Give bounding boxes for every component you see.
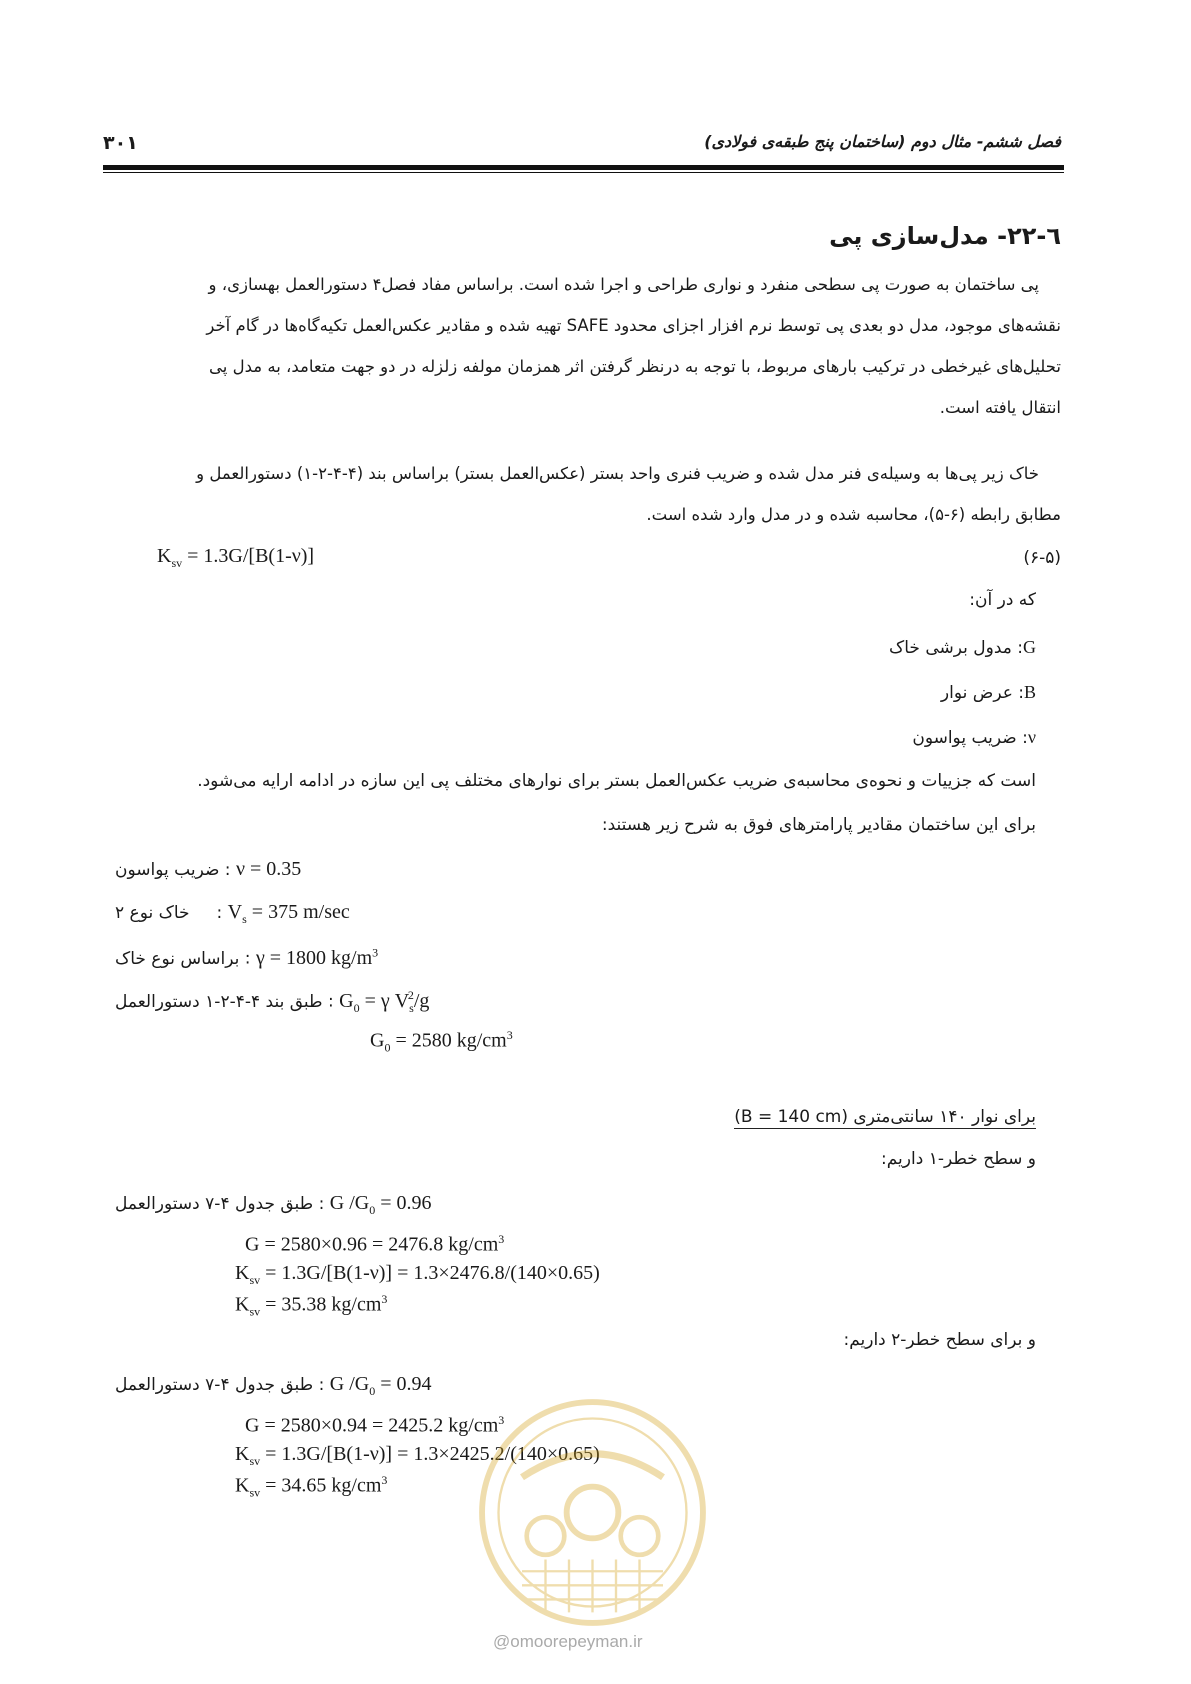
paragraph-2 bbox=[128, 453, 1061, 535]
level2-ksv-result: $K_{sv} = 34.65$ $kg/cm^3$ bbox=[235, 1473, 388, 1500]
level1-ksv-result: $K_{sv} = 35.38$ $kg/cm^3$ bbox=[235, 1292, 388, 1319]
definitions-note-1: است که جزییات و نحوه‌ی محاسبه‌ی ضریب عکس‌العمل بستر برای نوارهای مختلف پی این سازه در ادامه ارایه می‌شود. bbox=[197, 771, 1036, 791]
paragraph-1 bbox=[128, 264, 1061, 428]
definitions-note-2: برای این ساختمان مقادیر پارامترهای فوق به شرح زیر هستند: bbox=[601, 815, 1036, 835]
header-title: فصل ششم- مثال دوم (ساختمان پنج طبقه‌ی فولادی) bbox=[704, 132, 1061, 151]
paragraph-line: نقشه‌های موجود، مدل دو بعدی پی توسط نرم افزار اجزای محدود SAFE تهیه شده و مقادیر عکس‌العمل تکیه‌گاه‌ها در گام آخر bbox=[206, 316, 1061, 335]
paragraph-line: تحلیل‌های غیرخطی در ترکیب بارهای مربوط، با توجه به درنظر گرفتن اثر همزمان مولفه زلزله در دو جهت متعامد، به مدل پی bbox=[209, 357, 1061, 376]
paragraph-line: مطابق رابطه (۶-۵)، محاسبه شده و در مدل وارد شده است. bbox=[646, 505, 1061, 524]
level1-g: G = 2580×0.96 = 2476.8 $kg/cm^3$ bbox=[245, 1232, 505, 1256]
definition-v: ν: ضریب پواسون bbox=[912, 727, 1036, 748]
definitions-intro: که در آن: bbox=[969, 590, 1036, 610]
param-gamma: براساس نوع خاک : γ = 1800 $kg/m^3$ bbox=[115, 945, 379, 969]
level2-ratio: طبق جدول ۴-۷ دستورالعمل : G $/G_0 = 0.94$ bbox=[115, 1373, 432, 1398]
paragraph-line: انتقال یافته است. bbox=[939, 398, 1061, 417]
equation-number: (۶-۵) bbox=[1023, 548, 1061, 568]
header-rule bbox=[103, 165, 1064, 170]
param-g0-formula: طبق بند ۴-۴-۲-۱ دستورالعمل : $G_0 = \gamma$ $V_s^2/g$ bbox=[115, 988, 430, 1015]
definition-g: G: مدول برشی خاک bbox=[889, 637, 1036, 658]
param-nu: ضریب پواسون : ν = 0.35 bbox=[115, 858, 302, 880]
level1-ksv-calc: $K_{sv} = 1.3G/[B(1-\nu)] = 1.3\times 2476.8/(140\times 0.65)$ bbox=[235, 1262, 600, 1287]
paragraph-line: پی ساختمان به صورت پی سطحی منفرد و نواری طراحی و اجرا شده است. براساس مفاد فصل۴ دستورالعمل بهسازی، و bbox=[208, 275, 1039, 294]
page-number: ۳۰۱ bbox=[103, 132, 138, 154]
level2-ksv-calc: $K_{sv} = 1.3G/[B(1-\nu)] = 1.3\times 2425.2/(140\times 0.65)$ bbox=[235, 1443, 600, 1468]
param-vs: خاک نوع ۲ : $V_s = 375$ m/sec bbox=[115, 901, 350, 926]
param-g0-value: $G_0 = 2580$ $kg/cm^3$ bbox=[370, 1028, 513, 1055]
level1-ratio: طبق جدول ۴-۷ دستورالعمل : G $/G_0 = 0.96$ bbox=[115, 1192, 432, 1217]
watermark-site: @omoorepeyman.ir bbox=[493, 1632, 643, 1651]
level2-g: G = 2580×0.94 = 2425.2 $kg/cm^3$ bbox=[245, 1413, 505, 1437]
strip-140-title: برای نوار ۱۴۰ سانتی‌متری (B = 140 cm) bbox=[734, 1107, 1036, 1127]
header-rule-thin bbox=[103, 172, 1064, 173]
paragraph-line: خاک زیر پی‌ها به وسیله‌ی فنر مدل شده و ضریب فنری واحد بستر (عکس‌العمل بستر) براساس بند (۴-۴-۲-۱) دستورالعمل و bbox=[196, 464, 1039, 483]
level2-intro: و برای سطح خطر-۲ داریم: bbox=[843, 1330, 1036, 1350]
equation-formula: $K_{sv} = 1.3G/[B(1-\nu)]$ bbox=[157, 545, 315, 570]
watermark-logo bbox=[475, 1395, 710, 1630]
section-heading: ٦-۲۲- مدل‌سازی پی bbox=[829, 222, 1061, 250]
level1-intro: و سطح خطر-۱ داریم: bbox=[881, 1149, 1036, 1169]
definition-b: B: عرض نوار bbox=[940, 682, 1036, 703]
